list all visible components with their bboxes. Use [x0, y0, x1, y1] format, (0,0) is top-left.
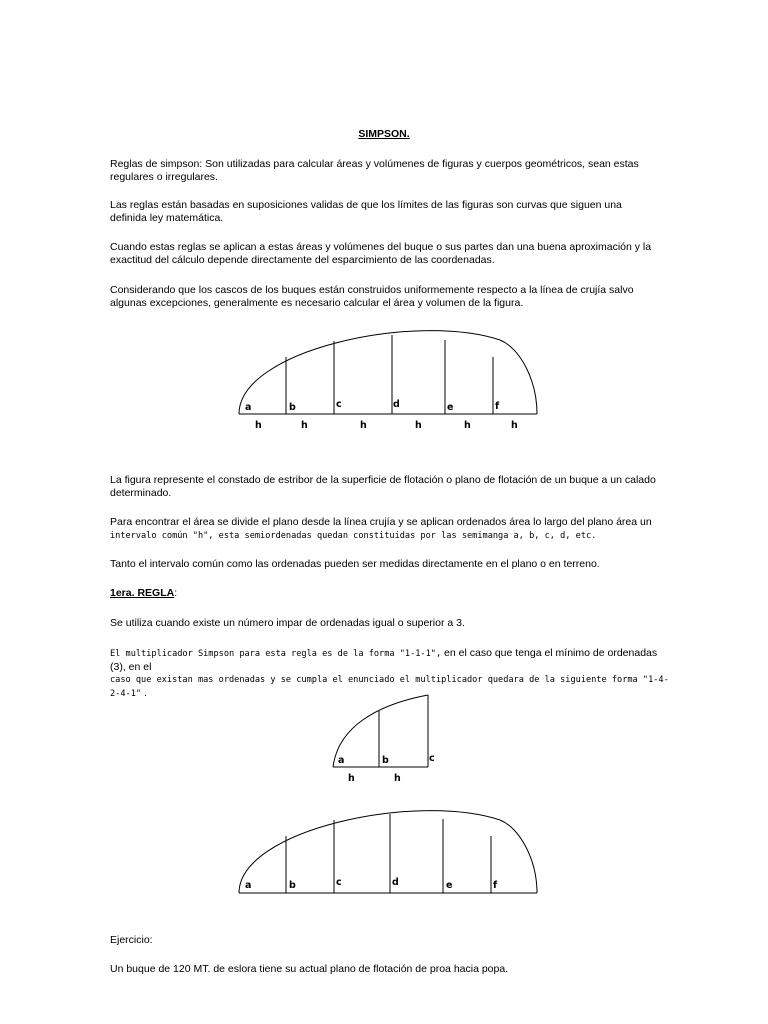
paragraph-measurement: Tanto el intervalo común como las ordenadas pueden ser medidas directamente en el plano o en terreno.: [110, 558, 600, 570]
paragraph-odd-ordinates: Se utiliza cuando existe un número impar de ordenadas igual o superior a 3.: [110, 617, 465, 629]
interval-label: h: [415, 420, 422, 431]
ordinate-label: c: [429, 753, 435, 764]
rule-heading: 1era. REGLA: [110, 587, 175, 599]
paragraph-area-division-line2: intervalo común "h", esta semiordenadas quedan constituidas por las semimanga a, b, c, d, etc.: [110, 530, 597, 541]
paragraph-area-division-line1: Para encontrar el área se divide el plano desde la línea crujía y se aplican ordenados área lo largo del plano área un: [110, 516, 652, 528]
ordinate-label: a: [245, 402, 252, 413]
ordinate-label: b: [289, 402, 296, 413]
ordinate-label: c: [336, 877, 342, 888]
ordinate-label: b: [382, 755, 389, 766]
paragraph-intro: Reglas de simpson: Son utilizadas para calcular áreas y volúmenes de figuras y cuerpos geométricos, sean estas regulares o irregulares.: [110, 158, 639, 183]
paragraph-application: Cuando estas reglas se aplican a estas áreas y volúmenes del buque o sus partes dan una buena aproximación y la exactitud del cálculo depende directamente del esparcimiento de las coordenadas.: [110, 241, 652, 266]
paragraph-hulls: Considerando que los cascos de los buques están construidos uniformemente respecto a la línea de crujía salvo algunas excepciones, generalmente es necesario calcular el área y volumen de la figura.: [110, 284, 634, 309]
interval-label: h: [255, 420, 262, 431]
paragraph-multiplier-line1a: El multiplicador Simpson para esta regla es de la forma "1-1-1",: [110, 649, 442, 659]
ordinate-label: f: [493, 880, 498, 891]
page-title: SIMPSON.: [358, 128, 410, 140]
ordinate-label: b: [289, 880, 296, 891]
rule-heading-colon: :: [174, 587, 178, 599]
ordinate-label: c: [336, 399, 342, 410]
ordinate-label: d: [393, 399, 400, 410]
paragraph-multiplier-line1b: en el caso que tenga el mínimo de ordenadas (3), en el: [110, 647, 658, 673]
paragraph-exercise-statement: Un buque de 120 MT. de eslora tiene su actual plano de flotación de proa hacia popa.: [110, 963, 509, 975]
ordinate-label: f: [495, 401, 500, 412]
ordinate-label: e: [446, 880, 453, 891]
interval-label: h: [360, 420, 367, 431]
interval-label: h: [394, 773, 401, 784]
interval-label: h: [511, 420, 518, 431]
ordinate-label: e: [447, 402, 454, 413]
ordinate-label: a: [338, 755, 345, 766]
paragraph-exercise-heading: Ejercicio:: [110, 934, 153, 946]
paragraph-figure-caption: La figura represente el constado de estribor de la superficie de flotación o plano de flotación de un buque a un calado determinado.: [110, 474, 656, 499]
paragraph-multiplier-line2a: caso que existan mas ordenadas y se cumpla el enunciado el multiplicador quedara de la siguiente forma "1-4-2-4-1": [110, 675, 669, 699]
ordinate-label: a: [245, 880, 252, 891]
interval-label: h: [348, 773, 355, 784]
paragraph-assumptions: Las reglas están basadas en suposiciones validas de que los límites de las figuras son curvas que siguen una definida ley matemática.: [110, 199, 622, 224]
ordinate-label: d: [392, 877, 399, 888]
interval-label: h: [301, 420, 308, 431]
paragraph-multiplier-line2b: .: [141, 686, 147, 699]
interval-label: h: [464, 420, 471, 431]
